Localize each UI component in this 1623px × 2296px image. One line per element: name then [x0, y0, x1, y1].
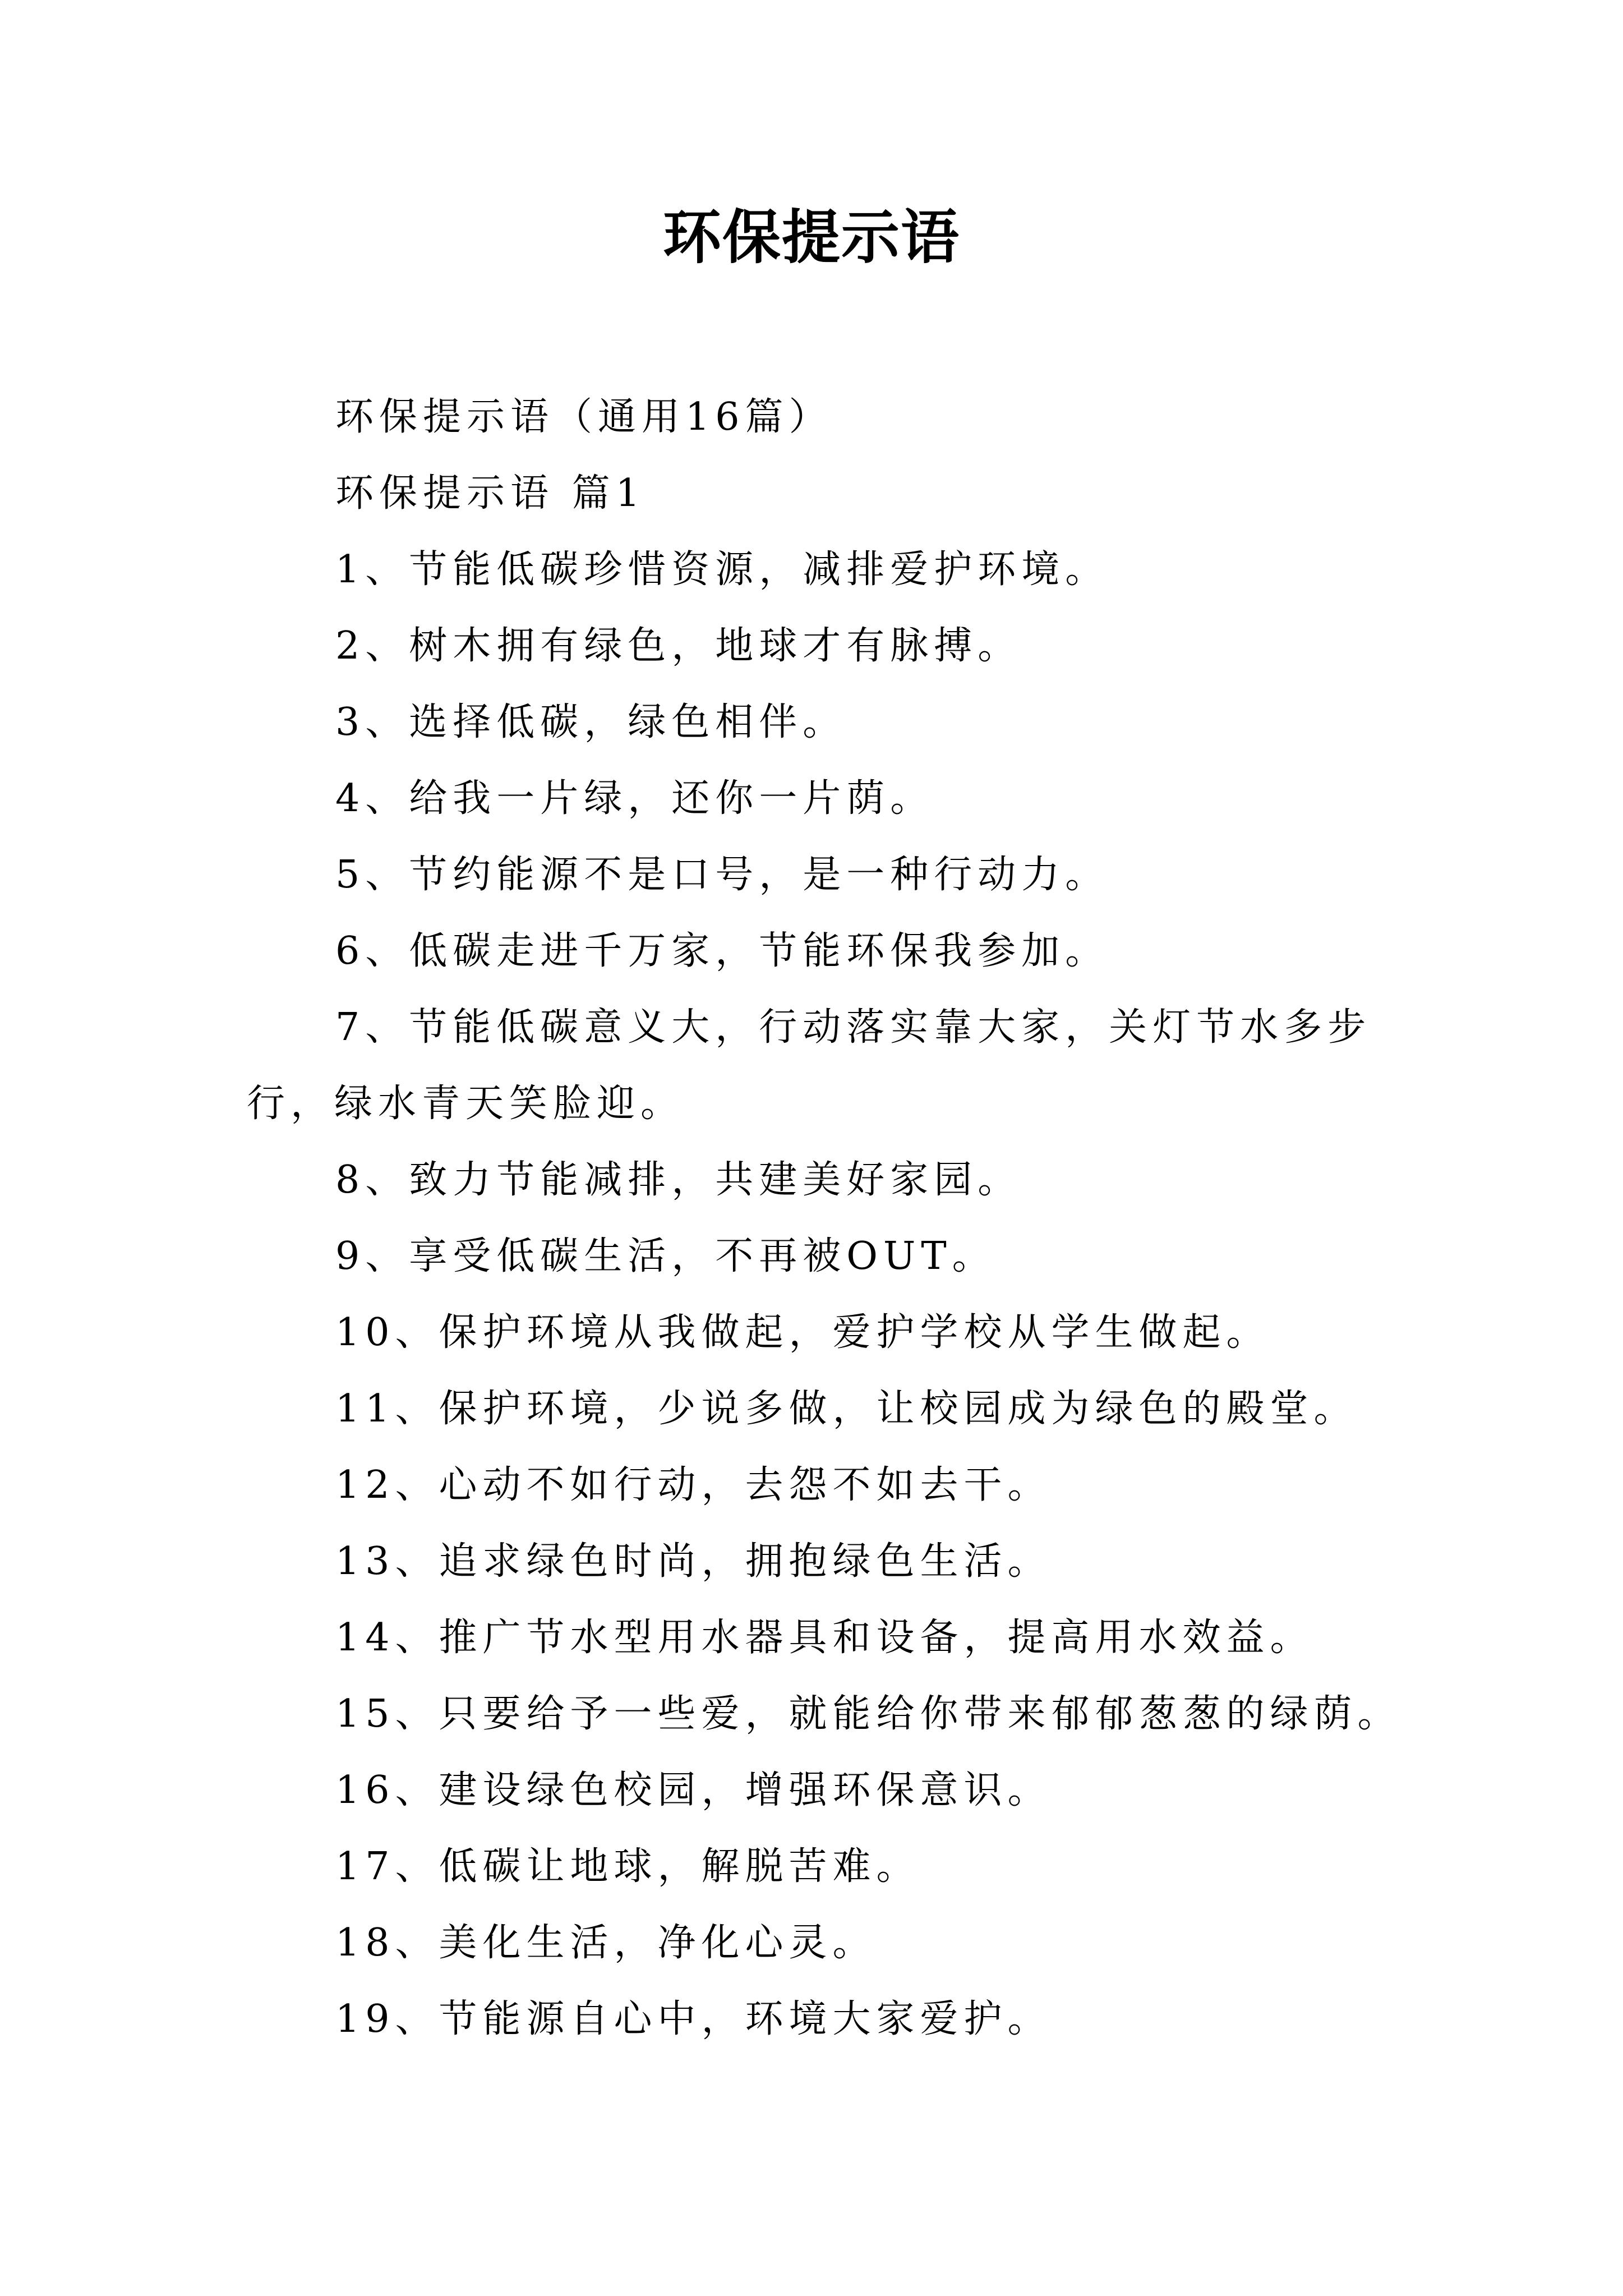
list-item: 13、追求绿色时尚，拥抱绿色生活。: [335, 1539, 1052, 1584]
list-item: 18、美化生活，净化心灵。: [335, 1921, 877, 1965]
list-item: 4、给我一片绿，还你一片荫。: [335, 776, 934, 821]
list-item: 10、保护环境从我做起，爱护学校从学生做起。: [335, 1310, 1270, 1355]
document-body: [247, 379, 1453, 2058]
list-item: 19、节能源自心中，环境大家爱护。: [335, 1997, 1052, 2041]
list-item: 12、心动不如行动，去怨不如去干。: [335, 1463, 1052, 1507]
list-item: 11、保护环境，少说多做，让校园成为绿色的殿堂。: [335, 1387, 1358, 1431]
list-item: 8、致力节能减排，共建美好家园。: [335, 1158, 1022, 1202]
list-item: 14、推广节水型用水器具和设备，提高用水效益。: [335, 1616, 1314, 1660]
list-item: 17、低碳让地球，解脱苦难。: [335, 1844, 920, 1889]
list-item: 2、树木拥有绿色，地球才有脉搏。: [335, 624, 1022, 668]
list-item: 7、节能低碳意义大，行动落实靠大家，关灯节水多步: [335, 1005, 1372, 1050]
list-item: 9、享受低碳生活，不再被OUT。: [335, 1234, 996, 1278]
document-subtitle: 环保提示语（通用16篇）: [335, 395, 833, 439]
list-item-continuation: 行，绿水青天笑脸迎。: [247, 1082, 685, 1126]
list-item: 1、节能低碳珍惜资源，减排爱护环境。: [335, 547, 1109, 592]
list-item: 16、建设绿色校园，增强环保意识。: [335, 1768, 1052, 1812]
list-item: 15、只要给予一些爱，就能给你带来郁郁葱葱的绿荫。: [335, 1692, 1401, 1736]
list-item: 3、选择低碳，绿色相伴。: [335, 700, 847, 744]
page-title: 环保提示语: [662, 203, 960, 272]
list-item: 5、节约能源不是口号，是一种行动力。: [335, 853, 1109, 897]
list-item: 6、低碳走进千万家，节能环保我参加。: [335, 929, 1109, 973]
section-heading: 环保提示语 篇1: [335, 471, 645, 516]
